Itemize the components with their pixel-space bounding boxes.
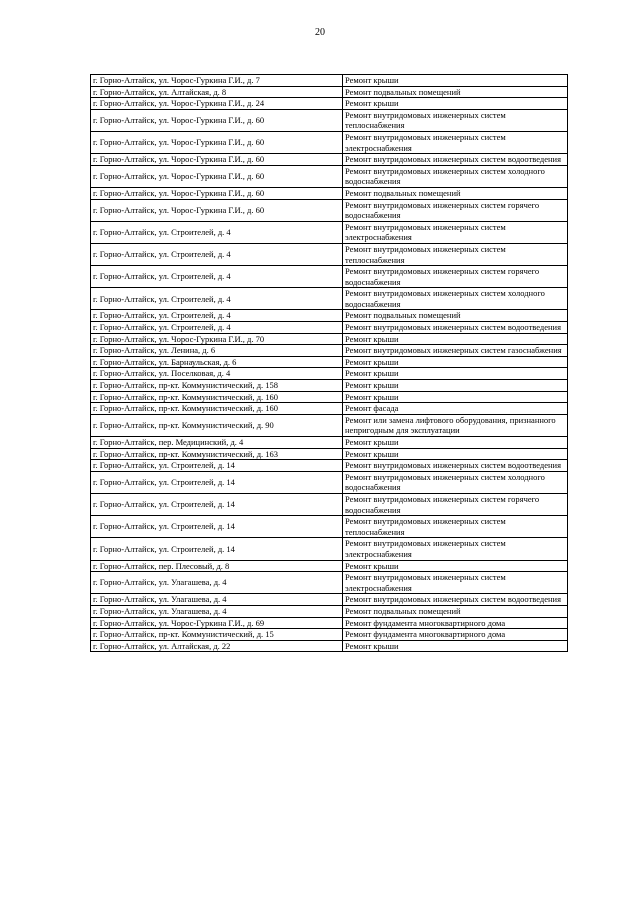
address-cell: г. Горно-Алтайск, ул. Строителей, д. 4 <box>91 322 343 334</box>
table-row <box>91 98 568 110</box>
work-type-cell: Ремонт подвальных помещений <box>343 86 568 98</box>
page-number: 20 <box>315 27 325 38</box>
table-row <box>91 154 568 166</box>
address-cell: г. Горно-Алтайск, пр-кт. Коммунистический, д. 160 <box>91 391 343 403</box>
work-type-cell: Ремонт внутридомовых инженерных систем холодного водоснабжения <box>343 471 568 493</box>
table-row <box>91 572 568 594</box>
works-table-body <box>91 75 568 652</box>
work-type-cell: Ремонт подвальных помещений <box>343 187 568 199</box>
address-cell: г. Горно-Алтайск, ул. Чорос-Гуркина Г.И., д. 60 <box>91 165 343 187</box>
address-cell: г. Горно-Алтайск, ул. Чорос-Гуркина Г.И., д. 7 <box>91 75 343 87</box>
work-type-cell: Ремонт крыши <box>343 640 568 652</box>
address-cell: г. Горно-Алтайск, ул. Алтайская, д. 22 <box>91 640 343 652</box>
works-table <box>90 74 568 652</box>
address-cell: г. Горно-Алтайск, ул. Строителей, д. 4 <box>91 288 343 310</box>
work-type-cell: Ремонт крыши <box>343 75 568 87</box>
table-row <box>91 493 568 515</box>
table-row <box>91 617 568 629</box>
work-type-cell: Ремонт внутридомовых инженерных систем электроснабжения <box>343 572 568 594</box>
address-cell: г. Горно-Алтайск, пер. Медицинский, д. 4 <box>91 437 343 449</box>
address-cell: г. Горно-Алтайск, ул. Строителей, д. 14 <box>91 460 343 472</box>
table-row <box>91 594 568 606</box>
work-type-cell: Ремонт внутридомовых инженерных систем горячего водоснабжения <box>343 199 568 221</box>
table-row <box>91 403 568 415</box>
address-cell: г. Горно-Алтайск, ул. Чорос-Гуркина Г.И., д. 60 <box>91 131 343 153</box>
table-row <box>91 560 568 572</box>
table-row <box>91 266 568 288</box>
table-row <box>91 288 568 310</box>
work-type-cell: Ремонт подвальных помещений <box>343 310 568 322</box>
work-type-cell: Ремонт внутридомовых инженерных систем водоотведения <box>343 594 568 606</box>
work-type-cell: Ремонт фундамента многоквартирного дома <box>343 617 568 629</box>
address-cell: г. Горно-Алтайск, пр-кт. Коммунистический, д. 90 <box>91 414 343 436</box>
address-cell: г. Горно-Алтайск, ул. Барнаульская, д. 6 <box>91 356 343 368</box>
table-row <box>91 333 568 345</box>
work-type-cell: Ремонт фундамента многоквартирного дома <box>343 629 568 641</box>
address-cell: г. Горно-Алтайск, ул. Строителей, д. 14 <box>91 516 343 538</box>
table-row <box>91 414 568 436</box>
address-cell: г. Горно-Алтайск, ул. Поселковая, д. 4 <box>91 368 343 380</box>
table-row <box>91 131 568 153</box>
table-row <box>91 391 568 403</box>
work-type-cell: Ремонт крыши <box>343 356 568 368</box>
address-cell: г. Горно-Алтайск, ул. Строителей, д. 4 <box>91 266 343 288</box>
work-type-cell: Ремонт внутридомовых инженерных систем водоотведения <box>343 460 568 472</box>
address-cell: г. Горно-Алтайск, ул. Строителей, д. 14 <box>91 538 343 560</box>
work-type-cell: Ремонт внутридомовых инженерных систем горячего водоснабжения <box>343 493 568 515</box>
address-cell: г. Горно-Алтайск, ул. Строителей, д. 14 <box>91 493 343 515</box>
work-type-cell: Ремонт внутридомовых инженерных систем холодного водоснабжения <box>343 288 568 310</box>
table-row <box>91 109 568 131</box>
work-type-cell: Ремонт внутридомовых инженерных систем горячего водоснабжения <box>343 266 568 288</box>
work-type-cell: Ремонт крыши <box>343 437 568 449</box>
work-type-cell: Ремонт фасада <box>343 403 568 415</box>
address-cell: г. Горно-Алтайск, ул. Чорос-Гуркина Г.И., д. 69 <box>91 617 343 629</box>
address-cell: г. Горно-Алтайск, пр-кт. Коммунистический, д. 163 <box>91 448 343 460</box>
address-cell: г. Горно-Алтайск, ул. Чорос-Гуркина Г.И., д. 60 <box>91 109 343 131</box>
table-row <box>91 75 568 87</box>
table-row <box>91 187 568 199</box>
table-row <box>91 243 568 265</box>
address-cell: г. Горно-Алтайск, ул. Строителей, д. 4 <box>91 243 343 265</box>
table-row <box>91 460 568 472</box>
table-row <box>91 640 568 652</box>
work-type-cell: Ремонт внутридомовых инженерных систем электроснабжения <box>343 131 568 153</box>
work-type-cell: Ремонт внутридомовых инженерных систем водоотведения <box>343 322 568 334</box>
work-type-cell: Ремонт крыши <box>343 448 568 460</box>
address-cell: г. Горно-Алтайск, ул. Чорос-Гуркина Г.И., д. 60 <box>91 154 343 166</box>
table-row <box>91 516 568 538</box>
work-type-cell: Ремонт внутридомовых инженерных систем электроснабжения <box>343 538 568 560</box>
address-cell: г. Горно-Алтайск, ул. Улагашева, д. 4 <box>91 605 343 617</box>
work-type-cell: Ремонт подвальных помещений <box>343 605 568 617</box>
address-cell: г. Горно-Алтайск, пер. Плесовый, д. 8 <box>91 560 343 572</box>
table-row <box>91 221 568 243</box>
address-cell: г. Горно-Алтайск, ул. Улагашева, д. 4 <box>91 572 343 594</box>
work-type-cell: Ремонт крыши <box>343 333 568 345</box>
table-row <box>91 437 568 449</box>
work-type-cell: Ремонт крыши <box>343 380 568 392</box>
table-row <box>91 322 568 334</box>
address-cell: г. Горно-Алтайск, ул. Строителей, д. 14 <box>91 471 343 493</box>
address-cell: г. Горно-Алтайск, ул. Алтайская, д. 8 <box>91 86 343 98</box>
address-cell: г. Горно-Алтайск, ул. Чорос-Гуркина Г.И., д. 60 <box>91 187 343 199</box>
work-type-cell: Ремонт крыши <box>343 391 568 403</box>
address-cell: г. Горно-Алтайск, ул. Строителей, д. 4 <box>91 221 343 243</box>
table-row <box>91 310 568 322</box>
table-row <box>91 356 568 368</box>
table-row <box>91 471 568 493</box>
address-cell: г. Горно-Алтайск, ул. Чорос-Гуркина Г.И., д. 24 <box>91 98 343 110</box>
work-type-cell: Ремонт крыши <box>343 368 568 380</box>
work-type-cell: Ремонт внутридомовых инженерных систем водоотведения <box>343 154 568 166</box>
work-type-cell: Ремонт внутридомовых инженерных систем теплоснабжения <box>343 516 568 538</box>
table-row <box>91 448 568 460</box>
address-cell: г. Горно-Алтайск, ул. Чорос-Гуркина Г.И., д. 70 <box>91 333 343 345</box>
table-row <box>91 629 568 641</box>
work-type-cell: Ремонт внутридомовых инженерных систем теплоснабжения <box>343 109 568 131</box>
work-type-cell: Ремонт внутридомовых инженерных систем холодного водоснабжения <box>343 165 568 187</box>
work-type-cell: Ремонт или замена лифтового оборудования, признанного непригодным для эксплуатации <box>343 414 568 436</box>
work-type-cell: Ремонт внутридомовых инженерных систем теплоснабжения <box>343 243 568 265</box>
address-cell: г. Горно-Алтайск, пр-кт. Коммунистический, д. 158 <box>91 380 343 392</box>
work-type-cell: Ремонт крыши <box>343 98 568 110</box>
address-cell: г. Горно-Алтайск, пр-кт. Коммунистический, д. 15 <box>91 629 343 641</box>
work-type-cell: Ремонт крыши <box>343 560 568 572</box>
address-cell: г. Горно-Алтайск, ул. Ленина, д. 6 <box>91 345 343 357</box>
table-row <box>91 368 568 380</box>
address-cell: г. Горно-Алтайск, пр-кт. Коммунистический, д. 160 <box>91 403 343 415</box>
table-row <box>91 538 568 560</box>
table-row <box>91 380 568 392</box>
table-row <box>91 199 568 221</box>
table-row <box>91 165 568 187</box>
table-row <box>91 345 568 357</box>
work-type-cell: Ремонт внутридомовых инженерных систем электроснабжения <box>343 221 568 243</box>
work-type-cell: Ремонт внутридомовых инженерных систем газоснабжения <box>343 345 568 357</box>
address-cell: г. Горно-Алтайск, ул. Чорос-Гуркина Г.И., д. 60 <box>91 199 343 221</box>
address-cell: г. Горно-Алтайск, ул. Улагашева, д. 4 <box>91 594 343 606</box>
table-row <box>91 86 568 98</box>
address-cell: г. Горно-Алтайск, ул. Строителей, д. 4 <box>91 310 343 322</box>
table-row <box>91 605 568 617</box>
